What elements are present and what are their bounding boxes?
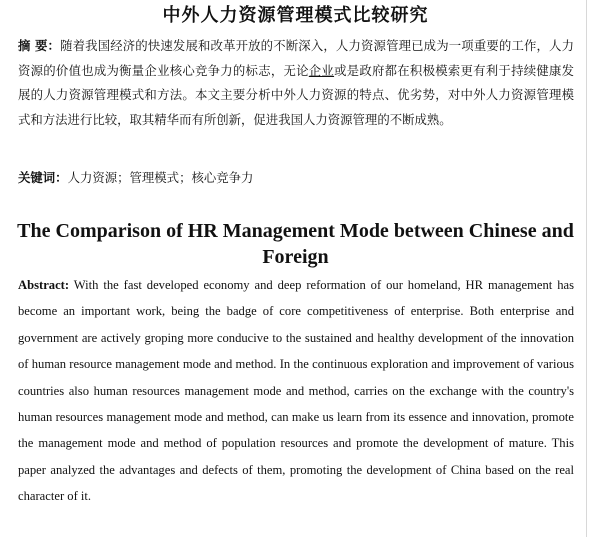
chinese-abstract-text-part1: 随着我国经济的快速发展和改革开放的不断深入，人力资源管理已成为一项重要的工作，人力资源的价值也成为衡量企业核心竞争力的标志，无论 xyxy=(18,38,574,78)
chinese-abstract xyxy=(18,34,574,132)
chinese-abstract-underlined-word: 企业 xyxy=(308,62,335,78)
chinese-keywords xyxy=(18,166,574,190)
english-abstract-text: With the fast developed economy and deep reformation of our homeland, HR management has become an important work, being the badge of core competitiveness of enterprise. Both enterprise and government are actively groping more conducive to the sustained and healthy development of the innovation of human resource management mode and method. In the continuous exploration and improvement of various countries also human resources management mode and method, carries on the exchange with the country's human resources management mode and method, can make us learn from its essence and innovation, promote the management mode and method of population resources and promote the development of mature. This paper analyzed the advantages and defects of them, promoting the development of China based on the real character of it. xyxy=(18,278,574,504)
chinese-abstract-label: 摘 要： xyxy=(18,38,61,53)
chinese-keywords-label: 关键词： xyxy=(18,170,68,185)
chinese-title: 中外人力资源管理模式比较研究 xyxy=(162,5,429,26)
chinese-abstract-text-part2: 或是政府都在积极模索更有利于持续健康发展的人力资源管理模式和方法。本文主要分析中外人力资源的特点、优劣势，对中外人力资源管理模式和方法进行比较，取其精华而有所创新，促进我国人力资源管理的不断成熟。 xyxy=(18,62,575,127)
english-abstract-label: Abstract: xyxy=(18,278,70,292)
english-abstract xyxy=(18,272,574,510)
chinese-keywords-text: 人力资源；管理模式；核心竞争力 xyxy=(67,170,254,185)
english-title: The Comparison of HR Management Mode between Chinese and Foreign xyxy=(17,220,574,268)
